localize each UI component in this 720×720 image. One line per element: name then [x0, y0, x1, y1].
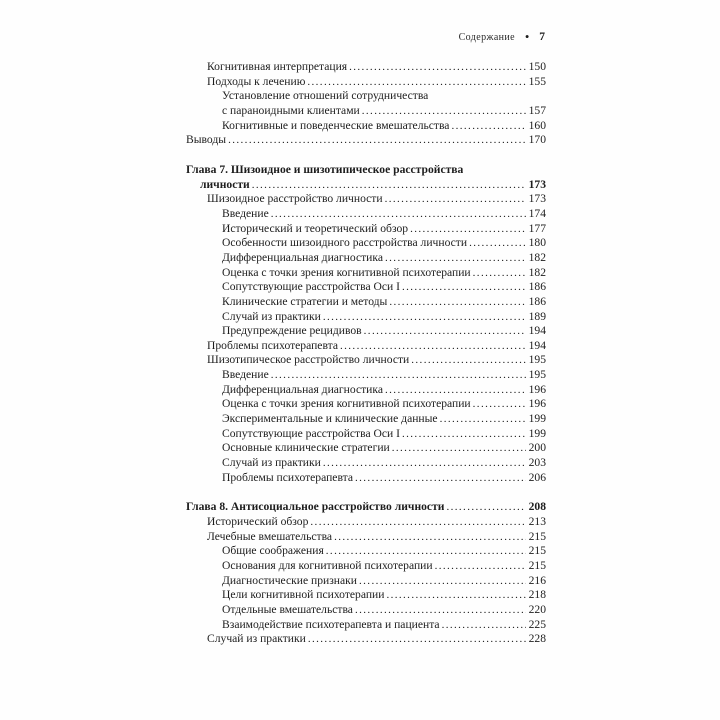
toc-entry-page: 174 [528, 206, 546, 220]
toc-entry [186, 133, 546, 148]
toc-entry-title: с параноидными клиентами [222, 103, 360, 117]
toc-entry-title: Глава 8. Антисоциальное расстройство личности [186, 500, 445, 514]
toc-entry [207, 75, 546, 90]
toc-entry-page: 194 [528, 324, 546, 338]
toc-entry-title: Исторический обзор [207, 515, 309, 529]
dot-leader [271, 368, 526, 383]
toc-entry-page: 215 [528, 529, 546, 543]
page-content [186, 31, 546, 647]
dot-leader [473, 397, 526, 412]
toc-entry-page: 186 [528, 280, 546, 294]
toc-entry [222, 236, 546, 251]
dot-leader [385, 383, 526, 398]
toc-entry-title: Основные клинические стратегии [222, 441, 390, 455]
toc-entry-page: 173 [528, 177, 546, 191]
dot-leader [402, 427, 526, 442]
running-title: Содержание [458, 31, 516, 43]
toc-entry-title: Случай из практики [207, 632, 306, 646]
toc-entry-page: 203 [528, 456, 546, 470]
toc-entry-title: Лечебные вмешательства [207, 529, 333, 543]
bullet-separator-icon: ● [525, 32, 530, 41]
toc-entry-title: Введение [222, 206, 269, 220]
toc-entry-title: Случай из практики [222, 456, 321, 470]
toc-entry-title: Основания для когнитивной психотерапии [222, 559, 433, 572]
dot-leader [271, 207, 526, 222]
toc-entry-page: 182 [528, 265, 546, 279]
dot-leader [323, 456, 526, 471]
toc-entry [200, 178, 546, 193]
toc-entry-page: 206 [528, 470, 546, 484]
toc-entry-page: 199 [528, 412, 546, 426]
dot-leader [326, 544, 526, 559]
toc-entry-page: 215 [528, 559, 546, 572]
toc-entry-title: Шизотипическое расстройство личности [207, 353, 410, 367]
toc-entry-page: 182 [528, 250, 546, 264]
toc-entry [207, 192, 546, 207]
page-number: 7 [539, 31, 545, 43]
toc-entry-title: Дифференциальная диагностика [222, 382, 383, 396]
toc-entry-title: Случай из практики [222, 309, 321, 323]
toc-entry [222, 383, 546, 398]
toc-entry-page: 199 [528, 426, 546, 440]
page-header [186, 31, 546, 43]
toc-entry-title: Отдельные вмешательства [222, 602, 353, 616]
toc-entry-page: 215 [528, 544, 546, 558]
dot-leader [359, 574, 526, 589]
toc-entry-page: 220 [528, 602, 546, 616]
toc-entry-page: 155 [528, 74, 546, 88]
toc-entry [222, 427, 546, 442]
toc-entry-title: Сопутствующие расстройства Оси I [222, 280, 400, 294]
toc-entry-page: 194 [528, 338, 546, 352]
dot-leader [411, 353, 525, 368]
dot-leader [442, 618, 526, 633]
toc-entry [222, 618, 546, 633]
dot-leader [469, 236, 526, 251]
toc-entry-title: Шизоидное расстройство личности [207, 192, 383, 206]
dot-leader [440, 412, 526, 427]
toc-entry [222, 251, 546, 266]
toc-entry [222, 456, 546, 471]
toc-entry-title: Дифференциальная диагностика [222, 250, 383, 264]
toc-entry-page: 195 [528, 353, 546, 367]
dot-leader [349, 60, 526, 75]
toc-entry-page: 186 [528, 294, 546, 308]
dot-leader [385, 192, 526, 207]
toc-entry-page: 208 [528, 500, 546, 514]
toc-entry [222, 104, 546, 119]
toc-entry-title: Введение [222, 368, 269, 382]
toc-entry [222, 603, 546, 618]
toc-entry [207, 60, 546, 75]
toc-entry-title: Исторический и теоретический обзор [222, 221, 409, 235]
dot-leader [385, 251, 526, 266]
dot-leader [402, 280, 526, 295]
dot-leader [355, 471, 526, 486]
toc-entry-page: 177 [528, 221, 546, 235]
toc-entry-title: Оценка с точки зрения когнитивной психотерапии [222, 397, 471, 411]
toc-entry-page: 216 [528, 573, 546, 587]
toc-entry-title: Взаимодействие психотерапевта и пациента [222, 617, 440, 631]
toc-entry [222, 544, 546, 559]
toc-entry-title: Когнитивная интерпретация [207, 60, 348, 73]
toc-entry [222, 412, 546, 427]
toc-entry [222, 266, 546, 281]
dot-leader [451, 119, 525, 134]
toc-entry [222, 559, 546, 574]
toc-entry [222, 588, 546, 603]
toc-entry-page: 150 [528, 60, 546, 73]
toc-entry [207, 353, 546, 368]
toc-entry-title: Диагностические признаки [222, 573, 357, 587]
toc-entry-title: Клинические стратегии и методы [222, 294, 388, 308]
toc-entry-page: 196 [528, 382, 546, 396]
toc-entry-title: Экспериментальные и клинические данные [222, 412, 438, 426]
toc-entry [222, 441, 546, 456]
toc-entry-title: Сопутствующие расстройства Оси I [222, 426, 400, 440]
dot-leader [386, 588, 525, 603]
toc-entry [222, 119, 546, 134]
toc-entry-title: Глава 7. Шизоидное и шизотипическое расстройства [186, 162, 464, 176]
toc-entry [222, 397, 546, 412]
dot-leader [340, 339, 526, 354]
toc-entry-title: Установление отношений сотрудничества [222, 89, 429, 103]
table-of-contents [186, 60, 546, 647]
toc-entry [222, 89, 546, 104]
toc-entry-title: Подходы к лечению [207, 74, 306, 88]
toc-entry [222, 310, 546, 325]
toc-entry-page: 196 [528, 397, 546, 411]
toc-entry-page: 225 [528, 617, 546, 631]
toc-entry-title: Проблемы психотерапевта [222, 470, 353, 484]
dot-leader [364, 324, 526, 339]
toc-entry [222, 222, 546, 237]
toc-entry-page: 195 [528, 368, 546, 382]
toc-entry-title: личности [200, 177, 250, 191]
dot-leader [228, 133, 526, 148]
dot-leader [473, 266, 526, 281]
toc-entry [207, 632, 546, 647]
toc-entry [222, 471, 546, 486]
dot-leader [362, 104, 526, 119]
toc-entry-page: 189 [528, 309, 546, 323]
dot-leader [252, 178, 526, 193]
dot-leader [392, 441, 526, 456]
toc-entry-page: 170 [528, 133, 546, 147]
toc-entry [222, 574, 546, 589]
toc-entry-title: Оценка с точки зрения когнитивной психотерапии [222, 265, 471, 279]
toc-entry [222, 324, 546, 339]
toc-entry-page: 228 [528, 632, 546, 646]
dot-leader [334, 530, 526, 545]
toc-entry [222, 207, 546, 222]
toc-entry-title: Особенности шизоидного расстройства личности [222, 236, 468, 250]
dot-leader [308, 632, 526, 647]
toc-entry-page: 173 [528, 192, 546, 206]
dot-leader [355, 603, 526, 618]
toc-entry-title: Общие соображения [222, 544, 324, 558]
toc-entry-title: Предупреждение рецидивов [222, 324, 362, 338]
toc-entry [207, 530, 546, 545]
toc-entry-title: Цели когнитивной психотерапии [222, 588, 385, 602]
dot-leader [307, 75, 525, 90]
toc-entry [207, 515, 546, 530]
toc-entry-title: Выводы [186, 133, 227, 147]
dot-leader [310, 515, 525, 530]
toc-entry-page: 160 [528, 118, 546, 132]
dot-leader [389, 295, 525, 310]
toc-entry [186, 500, 546, 515]
toc-entry [207, 339, 546, 354]
toc-entry-page: 157 [528, 103, 546, 117]
toc-entry [222, 295, 546, 310]
toc-entry-page: 213 [528, 515, 546, 529]
dot-leader [410, 222, 526, 237]
toc-entry [222, 280, 546, 295]
toc-entry [186, 163, 546, 178]
dot-leader [323, 310, 526, 325]
toc-entry-page: 180 [528, 236, 546, 250]
toc-entry-page: 218 [528, 588, 546, 602]
toc-entry-title: Когнитивные и поведенческие вмешательства [222, 118, 450, 132]
toc-entry-title: Проблемы психотерапевта [207, 338, 338, 352]
toc-entry [222, 368, 546, 383]
toc-entry-page: 200 [528, 441, 546, 455]
dot-leader [435, 559, 526, 574]
dot-leader [446, 500, 525, 515]
